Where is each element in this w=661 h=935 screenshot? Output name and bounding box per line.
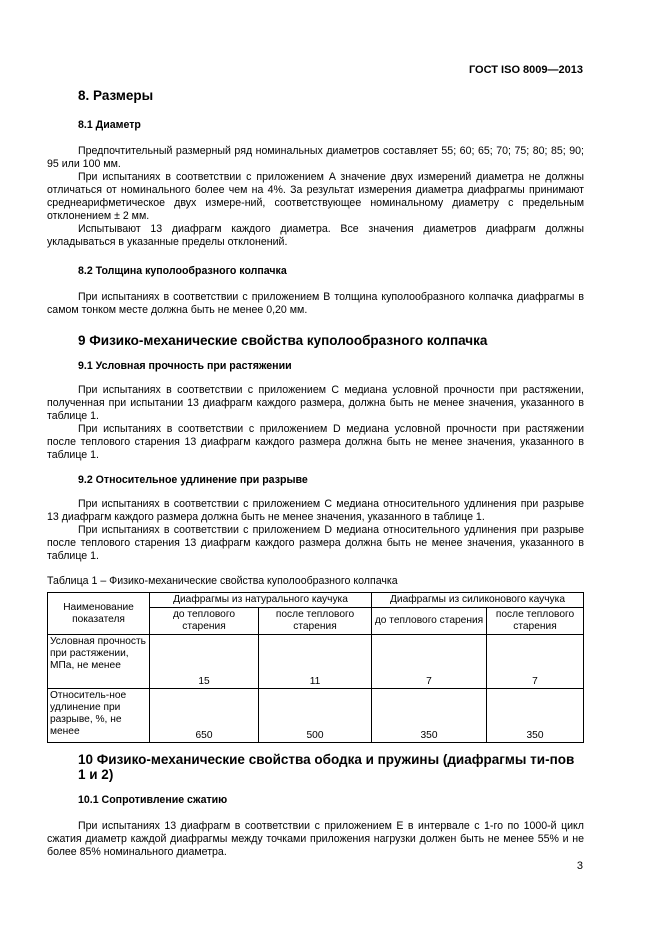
table-subheader-before: до теплового старения bbox=[150, 608, 259, 635]
table-row-label: Относитель-ное удлинение при разрыве, %, не менее bbox=[48, 689, 150, 743]
section-8-1-paragraph: При испытаниях в соответствии с приложением A значение двух измерений диаметра не должны отличаться от номинального более чем на 4%. За результат измерения диаметра диафрагмы принимают среднеарифметическое двух измере-ний, соответствующее номинальному диаметру с предельным отклонением ± 2 мм. bbox=[47, 171, 584, 222]
table-row bbox=[48, 635, 584, 689]
table-cell: 650 bbox=[150, 689, 259, 743]
page-number: 3 bbox=[576, 860, 583, 872]
table-row bbox=[48, 689, 584, 743]
table-row-label: Условная прочность при растяжении, МПа, не менее bbox=[48, 635, 150, 689]
table-subheader-after: после теплового старения bbox=[259, 608, 372, 635]
table-header-group-silicone: Диафрагмы из силиконового каучука bbox=[372, 593, 584, 608]
section-9-title: 9 Физико-механические свойства куполообразного колпачка bbox=[78, 333, 488, 348]
section-8-1-paragraph: Предпочтительный размерный ряд номинальных диаметров составляет 55; 60; 65; 70; 75; 80; 85; 90; 95 или 100 мм. bbox=[47, 145, 584, 170]
section-9-1-paragraph: При испытаниях в соответствии с приложением D медиана условной прочности при растяжении после теплового старения 13 диафрагм каждого размера должна быть не менее значения, указанного в таблице 1. bbox=[47, 423, 584, 461]
table-subheader-after: после теплового старения bbox=[487, 608, 584, 635]
section-9-1-title: 9.1 Условная прочность при растяжении bbox=[78, 360, 292, 372]
section-9-2-paragraph: При испытаниях в соответствии с приложением D медиана относительного удлинения при разрыве после теплового старения 13 диафрагм каждого размера должна быть не менее значения, указанного в таблице 1. bbox=[47, 524, 584, 562]
section-8-title: 8. Размеры bbox=[78, 88, 154, 103]
table-header-group-natural: Диафрагмы из натурального каучука bbox=[150, 593, 372, 608]
section-10-1-title: 10.1 Сопротивление сжатию bbox=[78, 794, 228, 806]
table-cell: 7 bbox=[487, 635, 584, 689]
table-caption: Таблица 1 – Физико-механические свойства куполообразного колпачка bbox=[47, 575, 398, 587]
section-8-2-title: 8.2 Толщина куполообразного колпачка bbox=[78, 265, 287, 277]
table-cell: 7 bbox=[372, 635, 487, 689]
page-content bbox=[47, 88, 584, 859]
document-header: ГОСТ ISO 8009—2013 bbox=[468, 64, 583, 76]
section-10-title: 10 Физико-механические свойства ободка и пружины (диафрагмы ти-пов 1 и 2) bbox=[78, 752, 575, 782]
section-9-2-paragraph: При испытаниях в соответствии с приложением C медиана относительного удлинения при разрыве 13 диафрагм каждого размера должна быть не менее значения, указанного в таблице 1. bbox=[47, 498, 584, 523]
section-8-1-paragraph: Испытывают 13 диафрагм каждого диаметра. Все значения диаметров диафрагм должны укладываться в указанные пределы отклонений. bbox=[47, 223, 584, 248]
table-cell: 15 bbox=[150, 635, 259, 689]
section-9-2-title: 9.2 Относительное удлинение при разрыве bbox=[78, 474, 308, 486]
table-cell: 350 bbox=[487, 689, 584, 743]
section-8-2-paragraph: При испытаниях в соответствии с приложением B толщина куполообразного колпачка диафрагмы в самом тонком месте должна быть не менее 0,20 мм. bbox=[47, 291, 584, 316]
table-cell: 11 bbox=[259, 635, 372, 689]
table-header-name: Наименование показателя bbox=[48, 593, 150, 635]
table-subheader-before: до теплового старения bbox=[372, 608, 487, 635]
properties-table bbox=[47, 592, 584, 743]
section-9-1-paragraph: При испытаниях в соответствии с приложением C медиана условной прочности при растяжении, полученная при испытании 13 диафрагм каждого размера, должна быть не менее значения, указанного в таблице 1. bbox=[47, 384, 584, 422]
table-cell: 350 bbox=[372, 689, 487, 743]
section-10-1-paragraph: При испытаниях 13 диафрагм в соответствии с приложением E в интервале с 1-го по 1000-й цикл сжатия диаметр каждой диафрагмы между точками приложения нагрузки должен быть не менее 55% и не более 85% номинального диаметра. bbox=[47, 820, 584, 858]
table-cell: 500 bbox=[259, 689, 372, 743]
section-8-1-title: 8.1 Диаметр bbox=[78, 119, 141, 131]
